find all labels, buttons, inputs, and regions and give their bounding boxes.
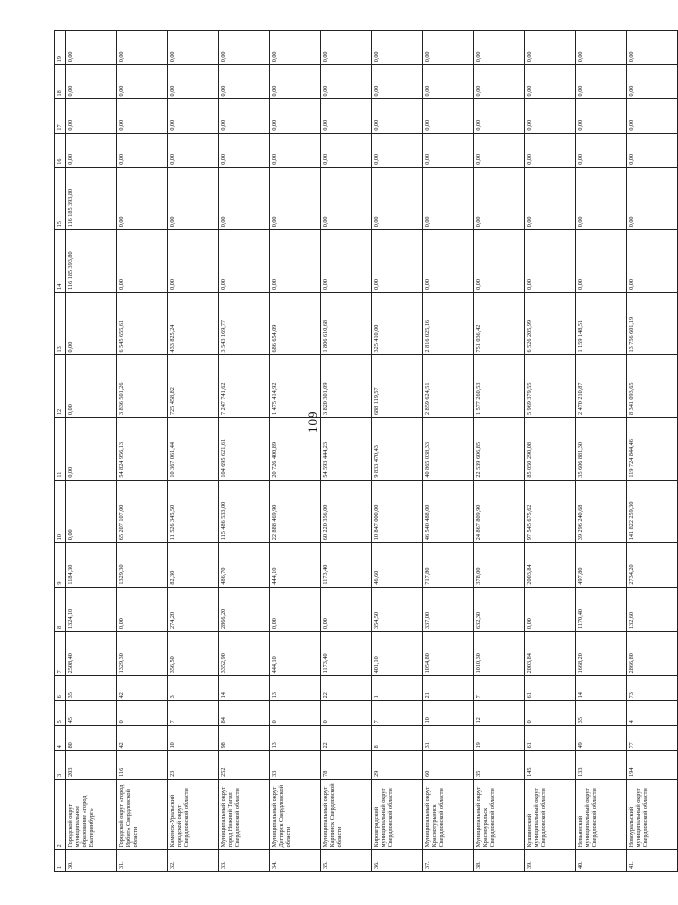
value-cell: 8 [372,726,423,751]
value-cell: 0,00 [474,167,525,230]
column-header: 19 [55,31,66,65]
value-cell: 0,00 [423,230,474,293]
value-cell: 751 036,42 [474,292,525,355]
column-header: 17 [55,99,66,133]
value-cell: 0,00 [66,133,117,167]
value-cell: 1054,80 [423,631,474,675]
column-header: 14 [55,230,66,293]
column-header: 16 [55,133,66,167]
municipality-name-cell: Городской округ «город Ирбит» Свердловской области [117,779,168,850]
data-table [54,30,678,872]
table-row [270,31,321,872]
page-number: 109 [305,410,320,433]
value-cell: 13 [270,726,321,751]
value-cell: 7 [372,701,423,726]
value-cell: 0,00 [117,65,168,99]
value-cell: 0,00 [321,167,372,230]
column-header: 7 [55,631,66,675]
value-cell: 1668,20 [576,631,627,675]
value-cell: 0,00 [474,230,525,293]
value-cell: 82,30 [168,543,219,587]
value-cell: 0,00 [627,99,678,133]
value-cell: 0,00 [576,99,627,133]
value-cell: 84 [219,701,270,726]
value-cell: 0,00 [525,31,576,65]
table-row [423,31,474,872]
value-cell: 0,00 [66,355,117,418]
value-cell: 0,00 [321,133,372,167]
value-cell: 42 [117,676,168,701]
column-header: 4 [55,726,66,751]
value-cell: 194 [627,751,678,779]
value-cell: 7 247 741,62 [219,355,270,418]
value-cell: 0,00 [117,133,168,167]
value-cell: 40 865 038,33 [423,418,474,481]
row-index-cell: 32. [168,850,219,872]
value-cell: 0,00 [423,31,474,65]
value-cell: 0,00 [219,31,270,65]
value-cell: 9 833 470,43 [372,418,423,481]
value-cell: 1173,40 [321,543,372,587]
value-cell: 11 526 345,50 [168,480,219,543]
value-cell: 0,00 [66,31,117,65]
value-cell: 0,00 [423,133,474,167]
value-cell: 0,00 [219,65,270,99]
value-cell: 54 824 956,13 [117,418,168,481]
value-cell: 0,00 [168,133,219,167]
value-cell: 0,00 [474,99,525,133]
value-cell: 2 859 624,51 [423,355,474,418]
value-cell: 0,00 [270,133,321,167]
value-cell: 13 756 601,19 [627,292,678,355]
value-cell: 0,00 [474,65,525,99]
municipality-name-cell: Муниципальный округ Краснотурьинск Свердловской области [423,779,474,850]
municipality-name-cell: Муниципальный округ Красноуральск Свердловской области [474,779,525,850]
value-cell: 1324,10 [66,587,117,631]
value-cell: 78 [321,751,372,779]
value-cell: 0,00 [66,292,117,355]
column-header: 6 [55,676,66,701]
value-cell: 61 [525,726,576,751]
value-cell: 46 540 488,00 [423,480,474,543]
value-cell: 0,00 [219,99,270,133]
value-cell: 0,00 [168,230,219,293]
value-cell: 0,00 [474,31,525,65]
value-cell: 2 816 025,16 [423,292,474,355]
value-cell: 0,00 [423,65,474,99]
value-cell: 444,10 [270,543,321,587]
value-cell: 0,00 [117,167,168,230]
value-cell: 35 [474,751,525,779]
column-header: 5 [55,701,66,726]
value-cell: 60 220 356,00 [321,480,372,543]
value-cell: 0,00 [372,31,423,65]
value-cell: 0,00 [372,230,423,293]
column-header: 15 [55,167,66,230]
value-cell: 23 [168,751,219,779]
value-cell: 632,30 [474,587,525,631]
column-header: 3 [55,751,66,779]
value-cell: 49 [576,726,627,751]
value-cell: 0,00 [525,133,576,167]
value-cell: 354,50 [372,587,423,631]
value-cell: 13 [270,676,321,701]
value-cell: 0,00 [168,167,219,230]
value-cell: 1 475 414,92 [270,355,321,418]
value-cell: 444,10 [270,631,321,675]
value-cell: 31 [423,726,474,751]
value-cell: 20 726 400,89 [270,418,321,481]
value-cell: 119 724 844,46 [627,418,678,481]
value-cell: 325 410,00 [372,292,423,355]
value-cell: 0,00 [627,133,678,167]
municipality-name-cell: Кировградский муниципальный округ Свердловской области [372,779,423,850]
value-cell: 0,00 [117,99,168,133]
value-cell: 0,00 [270,99,321,133]
value-cell: 688 119,57 [372,355,423,418]
value-cell: 0,00 [270,230,321,293]
value-cell: 116 [117,751,168,779]
value-cell: 80 [66,726,117,751]
value-cell: 14 [576,676,627,701]
value-cell: 686 654,09 [270,292,321,355]
value-cell: 0,00 [270,587,321,631]
value-cell: 1 806 610,68 [321,292,372,355]
value-cell: 5 969 379,55 [525,355,576,418]
value-cell: 0,00 [423,167,474,230]
value-cell: 104 695 621,61 [219,418,270,481]
value-cell: 3 [168,676,219,701]
value-cell: 132,60 [627,587,678,631]
table-row [168,31,219,872]
value-cell: 0,00 [168,65,219,99]
value-cell: 0,00 [372,65,423,99]
value-cell: 433 825,24 [168,292,219,355]
value-cell: 0,00 [270,65,321,99]
table-row [474,31,525,872]
table-row [117,31,168,872]
municipality-name-cell: Муниципальный округ Дегтярск Свердловской области [270,779,321,850]
value-cell: 0,00 [627,230,678,293]
value-cell: 3352,90 [219,631,270,675]
value-cell: 0,00 [627,65,678,99]
row-index-cell: 41. [627,850,678,872]
value-cell: 145 [525,751,576,779]
value-cell: 98 [219,726,270,751]
value-cell: 0,00 [219,133,270,167]
value-cell: 46,60 [372,543,423,587]
value-cell: 0,00 [321,230,372,293]
value-cell: 0,00 [474,133,525,167]
value-cell: 0,00 [168,31,219,65]
value-cell: 0,00 [66,65,117,99]
table-row [321,31,372,872]
value-cell: 0,00 [270,31,321,65]
value-cell: 3 543 169,77 [219,292,270,355]
rotated-table-container [54,30,649,872]
value-cell: 116 185 393,80 [66,167,117,230]
value-cell: 1184,30 [66,543,117,587]
value-cell: 2866,80 [627,631,678,675]
value-cell: 0,00 [66,480,117,543]
value-cell: 0,00 [372,99,423,133]
value-cell: 0,00 [576,133,627,167]
value-cell: 0,00 [525,65,576,99]
column-header: 12 [55,355,66,418]
table-row [66,31,117,872]
value-cell: 97 545 675,62 [525,480,576,543]
value-cell: 0,00 [525,167,576,230]
table-row [525,31,576,872]
value-cell: 0,00 [66,99,117,133]
value-cell: 0,00 [576,31,627,65]
column-header: 9 [55,543,66,587]
value-cell: 1 [372,676,423,701]
row-index-cell: 35. [321,850,372,872]
column-header: 11 [55,418,66,481]
value-cell: 378,00 [474,543,525,587]
value-cell: 22 888 469,90 [270,480,321,543]
table-row [219,31,270,872]
value-cell: 22 [321,676,372,701]
value-cell: 2866,20 [219,587,270,631]
row-index-cell: 31. [117,850,168,872]
value-cell: 29 [372,751,423,779]
value-cell: 2508,40 [66,631,117,675]
value-cell: 22 539 606,85 [474,418,525,481]
municipality-name-cell: Каменск-Уральский городской округ Свердловской области [168,779,219,850]
value-cell: 10 [423,701,474,726]
value-cell: 0,00 [627,31,678,65]
value-cell: 252 [219,751,270,779]
value-cell: 115 486 533,00 [219,480,270,543]
value-cell: 116 185 393,80 [66,230,117,293]
value-cell: 1 159 148,51 [576,292,627,355]
value-cell: 0,00 [321,65,372,99]
value-cell: 0,00 [66,418,117,481]
value-cell: 33 [270,751,321,779]
value-cell: 22 [321,726,372,751]
table-row [372,31,423,872]
value-cell: 35 [66,676,117,701]
table-header-row [55,31,66,872]
municipality-name-cell: Невьянский муниципальный округ Свердловской области [576,779,627,850]
table-row [576,31,627,872]
column-header: 10 [55,480,66,543]
table-body [66,31,678,872]
value-cell: 54 593 444,23 [321,418,372,481]
value-cell: 2 470 210,87 [576,355,627,418]
row-index-cell: 37. [423,850,474,872]
row-index-cell: 30. [66,850,117,872]
value-cell: 0,00 [525,230,576,293]
value-cell: 0 [117,701,168,726]
value-cell: 14 [219,676,270,701]
row-index-cell: 36. [372,850,423,872]
column-header: 13 [55,292,66,355]
value-cell: 12 [474,701,525,726]
value-cell: 1329,30 [117,631,168,675]
municipality-name-cell: Кушвинский муниципальный округ Свердловской области [525,779,576,850]
value-cell: 0 [525,701,576,726]
value-cell: 1010,30 [474,631,525,675]
value-cell: 0,00 [117,31,168,65]
value-cell: 2003,84 [525,543,576,587]
value-cell: 45 [66,701,117,726]
value-cell: 274,20 [168,587,219,631]
municipality-name-cell: Муниципальный округ Карпинск Свердловской области [321,779,372,850]
value-cell: 35 [576,701,627,726]
value-cell: 0,00 [627,167,678,230]
value-cell: 0 [321,701,372,726]
value-cell: 0,00 [321,99,372,133]
value-cell: 60 [423,751,474,779]
value-cell: 141 822 259,30 [627,480,678,543]
row-index-cell: 38. [474,850,525,872]
value-cell: 0,00 [219,230,270,293]
row-index-cell: 39. [525,850,576,872]
column-header: 2 [55,779,66,850]
value-cell: 401,10 [372,631,423,675]
value-cell: 3 836 501,26 [117,355,168,418]
value-cell: 1170,40 [576,587,627,631]
value-cell: 10 [168,726,219,751]
value-cell: 7 [474,676,525,701]
value-cell: 73 [627,676,678,701]
value-cell: 42 [117,726,168,751]
column-header: 18 [55,65,66,99]
value-cell: 0,00 [168,99,219,133]
value-cell: 6 526 205,99 [525,292,576,355]
value-cell: 0,00 [576,230,627,293]
value-cell: 0 [270,701,321,726]
column-header: 8 [55,587,66,631]
value-cell: 0,00 [423,99,474,133]
value-cell: 0,00 [525,587,576,631]
value-cell: 0,00 [117,587,168,631]
value-cell: 4 [627,701,678,726]
row-index-cell: 40. [576,850,627,872]
value-cell: 61 [525,676,576,701]
value-cell: 725 458,82 [168,355,219,418]
value-cell: 65 207 107,00 [117,480,168,543]
value-cell: 19 [474,726,525,751]
value-cell: 0,00 [372,167,423,230]
municipality-name-cell: Городской округ муниципальное образование «город Екатеринбург» [66,779,117,850]
municipality-name-cell: Муниципальный округ город Нижний Тагил Свердловской области [219,779,270,850]
column-header: 1 [55,850,66,872]
municipality-name-cell: Новоуральский муниципальный округ Свердловской области [627,779,678,850]
value-cell: 39 296 240,68 [576,480,627,543]
value-cell: 1 577 260,53 [474,355,525,418]
value-cell: 3 820 301,09 [321,355,372,418]
row-index-cell: 33. [219,850,270,872]
value-cell: 10 367 061,44 [168,418,219,481]
value-cell: 2734,20 [627,543,678,587]
value-cell: 10 847 000,00 [372,480,423,543]
value-cell: 35 606 881,30 [576,418,627,481]
value-cell: 717,80 [423,543,474,587]
value-cell: 0,00 [117,230,168,293]
value-cell: 356,50 [168,631,219,675]
value-cell: 7 [168,701,219,726]
value-cell: 497,80 [576,543,627,587]
value-cell: 21 [423,676,474,701]
value-cell: 486,70 [219,543,270,587]
value-cell: 85 050 290,08 [525,418,576,481]
table-row [627,31,678,872]
value-cell: 0,00 [321,587,372,631]
value-cell: 0,00 [525,99,576,133]
value-cell: 2003,84 [525,631,576,675]
value-cell: 133 [576,751,627,779]
value-cell: 0,00 [270,167,321,230]
value-cell: 203 [66,751,117,779]
value-cell: 24 867 809,90 [474,480,525,543]
value-cell: 337,00 [423,587,474,631]
value-cell: 6 545 655,61 [117,292,168,355]
row-index-cell: 34. [270,850,321,872]
value-cell: 1173,40 [321,631,372,675]
value-cell: 0,00 [372,133,423,167]
value-cell: 0,00 [219,167,270,230]
value-cell: 77 [627,726,678,751]
value-cell: 0,00 [576,65,627,99]
value-cell: 8 341 093,65 [627,355,678,418]
value-cell: 0,00 [321,31,372,65]
value-cell: 1329,30 [117,543,168,587]
value-cell: 0,00 [576,167,627,230]
